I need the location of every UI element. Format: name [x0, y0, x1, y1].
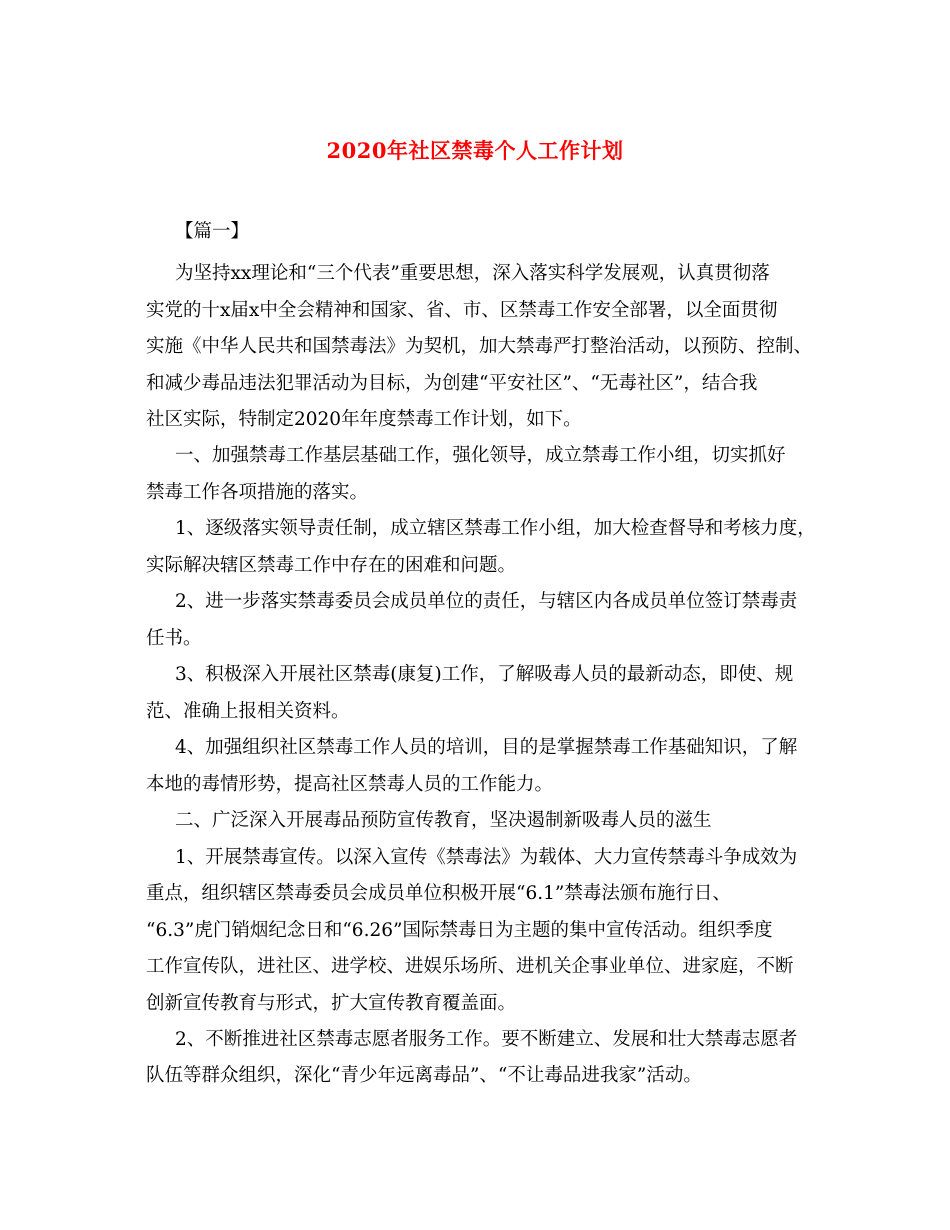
- paragraph-line: 1、开展禁毒宣传。以深入宣传《禁毒法》为载体、大力宣传禁毒斗争成效为: [175, 847, 798, 868]
- paragraph-line: 一、加强禁毒工作基层基础工作，强化领导，成立禁毒工作小组，切实抓好: [175, 445, 786, 466]
- section-label: 【篇一】: [175, 221, 250, 242]
- paragraph-line: 和减少毒品违法犯罪活动为目标，为创建“平安社区”、“无毒社区”，结合我: [146, 373, 758, 394]
- paragraph-line: 实际解决辖区禁毒工作中存在的困难和问题。: [146, 555, 517, 576]
- paragraph-line: 2、不断推进社区禁毒志愿者服务工作。要不断建立、发展和壮大禁毒志愿者: [175, 1029, 798, 1050]
- paragraph-line: 4、加强组织社区禁毒工作人员的培训，目的是掌握禁毒工作基础知识，了解: [175, 737, 798, 758]
- paragraph-line: 3、积极深入开展社区禁毒(康复)工作，了解吸毒人员的最新动态，即使、规: [175, 664, 794, 685]
- paragraph-line: 任书。: [146, 628, 202, 649]
- paragraph-line: 为坚持xx理论和“三个代表”重要思想，深入落实科学发展观，认真贯彻落: [175, 263, 770, 284]
- paragraph-line: 实施《中华人民共和国禁毒法》为契机，加大禁毒严打整治活动，以预防、控制、: [146, 336, 813, 357]
- paragraph-line: 社区实际，特制定2020年年度禁毒工作计划，如下。: [146, 409, 582, 430]
- paragraph-line: 队伍等群众组织，深化“青少年远离毒品”、“不让毒品进我家”活动。: [146, 1065, 702, 1086]
- paragraph-line: 1、逐级落实领导责任制，成立辖区禁毒工作小组，加大检查督导和考核力度，: [175, 518, 816, 539]
- paragraph-line: 范、准确上报相关资料。: [146, 701, 350, 722]
- paragraph-line: 二、广泛深入开展毒品预防宣传教育，坚决遏制新吸毒人员的滋生: [175, 810, 712, 831]
- paragraph-line: 重点，组织辖区禁毒委员会成员单位积极开展“6.1”禁毒法颁布施行日、: [146, 883, 731, 904]
- paragraph-line: “6.3”虎门销烟纪念日和“6.26”国际禁毒日为主题的集中宣传活动。组织季度: [146, 920, 773, 941]
- paragraph-line: 禁毒工作各项措施的落实。: [146, 482, 369, 503]
- paragraph-line: 创新宣传教育与形式，扩大宣传教育覆盖面。: [146, 993, 517, 1014]
- paragraph-line: 工作宣传队，进社区、进学校、进娱乐场所、进机关企事业单位、进家庭，不断: [146, 956, 794, 977]
- paragraph-line: 2、进一步落实禁毒委员会成员单位的责任，与辖区内各成员单位签订禁毒责: [175, 591, 798, 612]
- document-title: 2020年社区禁毒个人工作计划: [326, 138, 624, 163]
- paragraph-line: 本地的毒情形势，提高社区禁毒人员的工作能力。: [146, 774, 554, 795]
- paragraph-line: 实党的十x届x中全会精神和国家、省、市、区禁毒工作安全部署，以全面贯彻: [146, 300, 778, 321]
